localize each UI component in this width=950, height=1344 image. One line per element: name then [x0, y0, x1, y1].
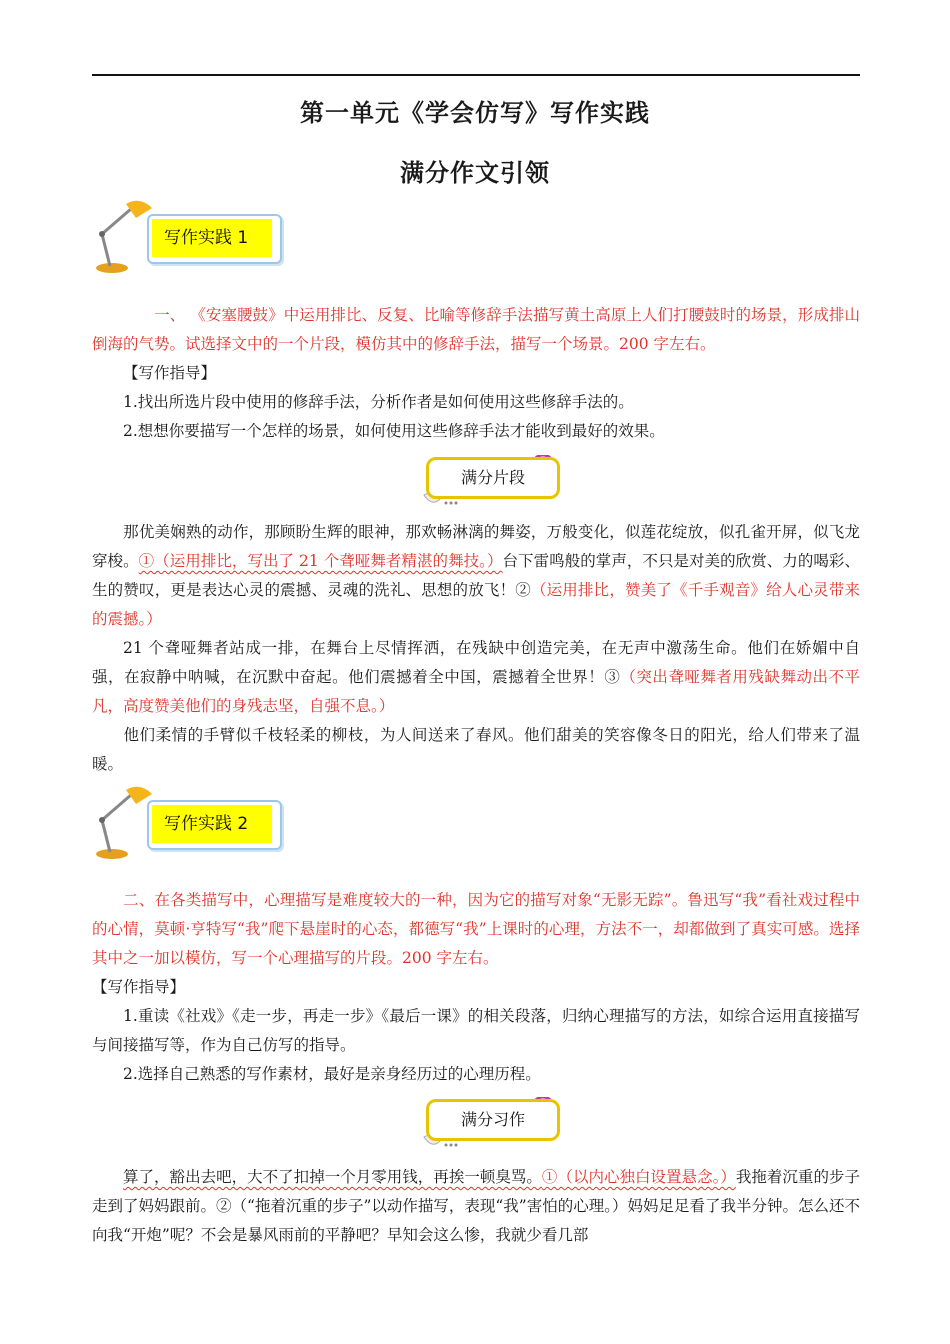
top-rule	[92, 74, 860, 76]
prompt-1: 一、 《安塞腰鼓》中运用排比、反复、比喻等修辞手法描写黄土高原上人们打腰鼓时的场景，形成排山倒海的气势。试选择文中的一个片段，模仿其中的修辞手法，描写一个场景。200 字左右。	[92, 306, 860, 353]
scroll-heading-1	[418, 455, 568, 509]
desk-lamp-icon	[92, 782, 152, 862]
essay-1-para-1: 那优美娴熟的动作，那顾盼生辉的眼神，那欢畅淋漓的舞姿，万般变化，似莲花绽放，似孔雀开屏，似飞龙穿梭。①（运用排比，写出了 21 个聋哑舞者精湛的舞技。）台下雷鸣般的掌声，不只是对美的欣赏、力的喝彩、生的赞叹，更是表达心灵的震撼、灵魂的洗礼、思想的放飞！②（运用排比，赞美了《千手观音》给人心灵带来的震撼。）	[92, 523, 860, 628]
guide-2-1: 1.重读《社戏》《走一步，再走一步》《最后一课》的相关段落，归纳心理描写的方法，如综合运用直接描写与间接描写等，作为自己仿写的指导。	[92, 1007, 860, 1054]
guide-title-1: 【写作指导】	[123, 364, 217, 382]
scroll-text: 满分习作	[460, 1110, 525, 1129]
badge-label: 写作实践 1	[152, 219, 272, 257]
guide-1-1: 1.找出所选片段中使用的修辞手法，分析作者是如何使用这些修辞手法的。	[123, 393, 634, 411]
annotation: ①（以内心独白设置悬念。）	[541, 1168, 736, 1186]
badge-label: 写作实践 2	[152, 805, 272, 843]
page-subtitle: 满分作文引领	[400, 159, 550, 187]
essay-1-para-3: 他们柔情的手臂似千枝轻柔的柳枝，为人间送来了春风。他们甜美的笑容像冬日的阳光，给人们带来了温暖。	[92, 726, 860, 773]
annotation: （突出聋哑舞者用残缺舞动出不平凡，高度赞美他们的身残志坚，自强不息。）	[92, 668, 860, 715]
scroll-heading-2	[418, 1097, 568, 1151]
essay-1-para-2: 21 个聋哑舞者站成一排，在舞台上尽情挥洒，在残缺中创造完美，在无声中激荡生命。他们在娇媚中自强，在寂静中呐喊，在沉默中奋起。他们震撼着全中国，震撼着全世界！③（突出聋哑舞者用残缺舞动出不平凡，高度赞美他们的身残志坚，自强不息。）	[92, 639, 860, 715]
annotation: （运用排比，赞美了《千手观音》给人心灵带来的震撼。）	[92, 581, 860, 628]
scroll-text: 满分片段	[460, 468, 525, 487]
essay-2-para-1: 算了，豁出去吧，大不了扣掉一个月零用钱，再挨一顿臭骂。①（以内心独白设置悬念。）我拖着沉重的步子走到了妈妈跟前。②（“拖着沉重的步子”以动作描写，表现“我”害怕的心理。）妈妈足足看了我半分钟。怎么还不向我“开炮”呢？不会是暴风雨前的平静吧？早知会这么惨，我就少看几部	[92, 1168, 860, 1244]
guide-title-2: 【写作指导】	[92, 978, 186, 996]
desk-lamp-icon	[92, 196, 152, 276]
annotation: ①（运用排比，写出了 21 个聋哑舞者精湛的舞技。）	[138, 552, 503, 570]
section-badge-1	[92, 196, 292, 276]
prompt-2: 二、在各类描写中，心理描写是难度较大的一种，因为它的描写对象“无影无踪”。鲁迅写“我”看社戏过程中的心情，莫顿·亨特写“我”爬下悬崖时的心态，都德写“我”上课时的心理，方法不一，却都做到了真实可感。选择其中之一加以模仿，写一个心理描写的片段。200 字左右。	[92, 891, 860, 967]
section-badge-2	[92, 782, 292, 862]
guide-1-2: 2.想想你要描写一个怎样的场景，如何使用这些修辞手法才能收到最好的效果。	[123, 422, 665, 440]
guide-2-2: 2.选择自己熟悉的写作素材，最好是亲身经历过的心理历程。	[123, 1065, 541, 1083]
page-title: 第一单元《学会仿写》写作实践	[300, 99, 650, 127]
